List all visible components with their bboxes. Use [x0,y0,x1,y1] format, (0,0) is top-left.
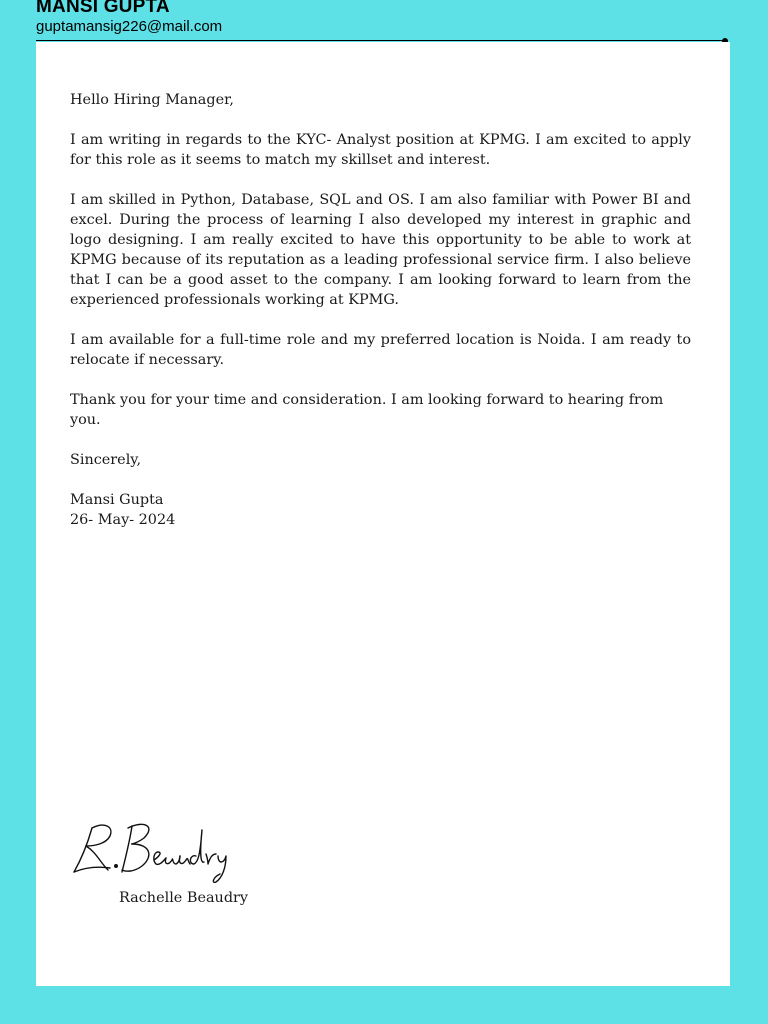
letter-greeting: Hello Hiring Manager, [70,92,234,108]
applicant-name: MANSI GUPTA [36,0,170,17]
handwritten-signature [70,820,240,884]
letter-date: 26- May- 2024 [70,512,176,528]
sender-name: Mansi Gupta [70,492,164,508]
signature-block [70,820,290,884]
letter-paragraph-2: I am skilled in Python, Database, SQL and OS. I am also familiar with Power BI and excel. During the process of learning I also developed my interest in graphic and logo designing. I am really excited to have this opportunity to be able to work at KPMG because of its reputation as a leading professional service firm. I also believe that I can be a good asset to the company. I am looking forward to learn from the experienced professionals working at KPMG. [70,192,691,308]
letter-signoff [70,490,691,530]
letter-closing: Sincerely, [70,452,142,468]
signer-printed-name: Rachelle Beaudry [119,890,249,906]
applicant-email: guptamansig226@mail.com [36,18,223,35]
letter-paragraph-4: Thank you for your time and consideration. I am looking forward to hearing from you. [70,392,664,428]
letter-paragraph-1: I am writing in regards to the KYC- Analyst position at KPMG. I am excited to apply for this role as it seems to match my skillset and interest. [70,132,691,168]
letter-body [70,90,691,530]
header-divider [36,40,726,41]
letter-paragraph-3: I am available for a full-time role and my preferred location is Noida. I am ready to relocate if necessary. [70,332,691,368]
